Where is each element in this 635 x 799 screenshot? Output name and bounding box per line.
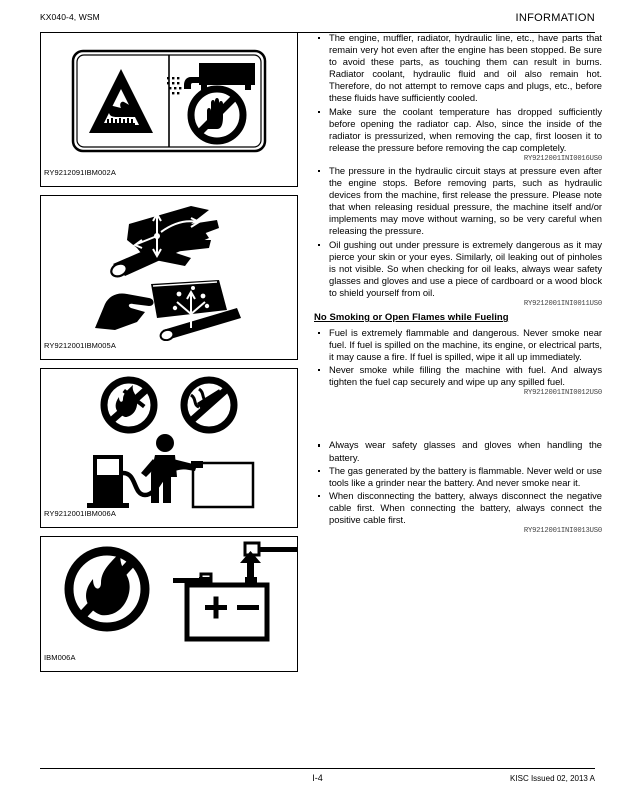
bullet-item: Never smoke while filling the machine with fuel. And always tighten the fuel cap securely and wipe up any spilled fuel. (314, 364, 602, 388)
bullet-list (314, 32, 602, 154)
figure-caption: RY9212091IBM002A (44, 168, 116, 177)
text-block-hot-parts (314, 32, 602, 163)
figure-hot-surface-decal (40, 32, 298, 187)
bullet-item: Fuel is extremely flammable and dangerous. Never smoke near fuel. If fuel is spilled on the machine, its engine, or electrical parts, it may cause a fire. If fuel is spilled, wipe it all up immediately. (314, 327, 602, 363)
section-heading: No Smoking or Open Flames while Fueling (314, 311, 509, 323)
no-open-flame-circle (104, 380, 154, 430)
bullet-list (314, 327, 602, 388)
figure-caption: RY9212001IBM005A (44, 341, 116, 350)
figure-no-smoking-fueling (40, 368, 298, 528)
text-block-fueling (314, 312, 602, 397)
bullet-item: When disconnecting the battery, always disconnect the negative cable first. When connecting the battery, always connect the positive cable first. (314, 490, 602, 526)
figure-caption: RY9212001IBM006A (44, 509, 116, 518)
header-model-label: KX040-4, WSM (40, 12, 100, 22)
bullet-item: The gas generated by the battery is flammable. Never weld or use tools like a grinder near the battery. And never smoke near it. (314, 465, 602, 489)
page-body (0, 32, 635, 752)
battery (173, 543, 297, 639)
figure-column (40, 32, 298, 680)
text-block-hydraulic-pressure (314, 165, 602, 308)
no-smoking-circle (184, 380, 234, 430)
text-column (314, 32, 602, 537)
bullet-item: Always wear safety glasses and gloves when handling the battery. (314, 439, 602, 463)
text-block-battery (314, 439, 602, 535)
figure-battery-no-flame (40, 536, 298, 672)
reference-code: RY9212001INI0013US0 (523, 527, 602, 536)
bullet-list (314, 439, 602, 526)
bullet-item: The engine, muffler, radiator, hydraulic line, etc., have parts that remain very hot even after the engine has been stopped. Be sure to avoid these parts, as touching them can result in burns. Radiator coolant, hydraulic fluid and oil also remain hot. Therefore, do not attempt to remove caps and plugs, etc., before these fluids have sufficiently cooled. (314, 32, 602, 105)
hydraulic-fluid-injection-icon (41, 196, 297, 341)
reference-code: RY9212001INI0016US0 (523, 154, 602, 163)
issue-label: KISC Issued 02, 2013 A (510, 774, 595, 783)
bullet-item: Oil gushing out under pressure is extremely dangerous as it may pierce your skin or your eyes. Similarly, oil leaking out of pinholes is not visible. So when checking for oil leaks, always wear safety glasses and gloves and use a piece of cardboard or a wood block to shield yourself from oil. (314, 239, 602, 299)
bullet-item: The pressure in the hydraulic circuit stays at pressure even after the engine stops. Before removing parts, such as hydraulic devices from the machine, first release the pressure. Please note that when releasing residual pressure, the machine itself and/or implements may move without warning, so be very careful when releasing the pressure. (314, 165, 602, 238)
no-open-flame-circle (69, 551, 145, 627)
no-smoking-while-fueling-icon (41, 369, 297, 509)
page-header (40, 12, 595, 33)
battery-no-flame-icon (41, 537, 297, 653)
machine-body (191, 461, 253, 507)
page-number: I-4 (312, 773, 323, 783)
bullet-list (314, 165, 602, 299)
reference-code: RY9212001INI0011US0 (523, 299, 602, 308)
figure-hydraulic-injection (40, 195, 298, 360)
header-section-label: INFORMATION (515, 12, 595, 24)
bullet-item: Make sure the coolant temperature has dropped sufficiently before opening the radiator cap. Also, since the inside of the radiator is pressurized, when removing the cap, first loosen it to release the pressure before removing the cap completely. (314, 106, 602, 154)
hot-surface-warning-decal-icon (41, 33, 297, 168)
page-footer (40, 768, 595, 791)
reference-code: RY9212001INI0012US0 (523, 389, 602, 398)
figure-caption: IBM006A (44, 653, 76, 662)
